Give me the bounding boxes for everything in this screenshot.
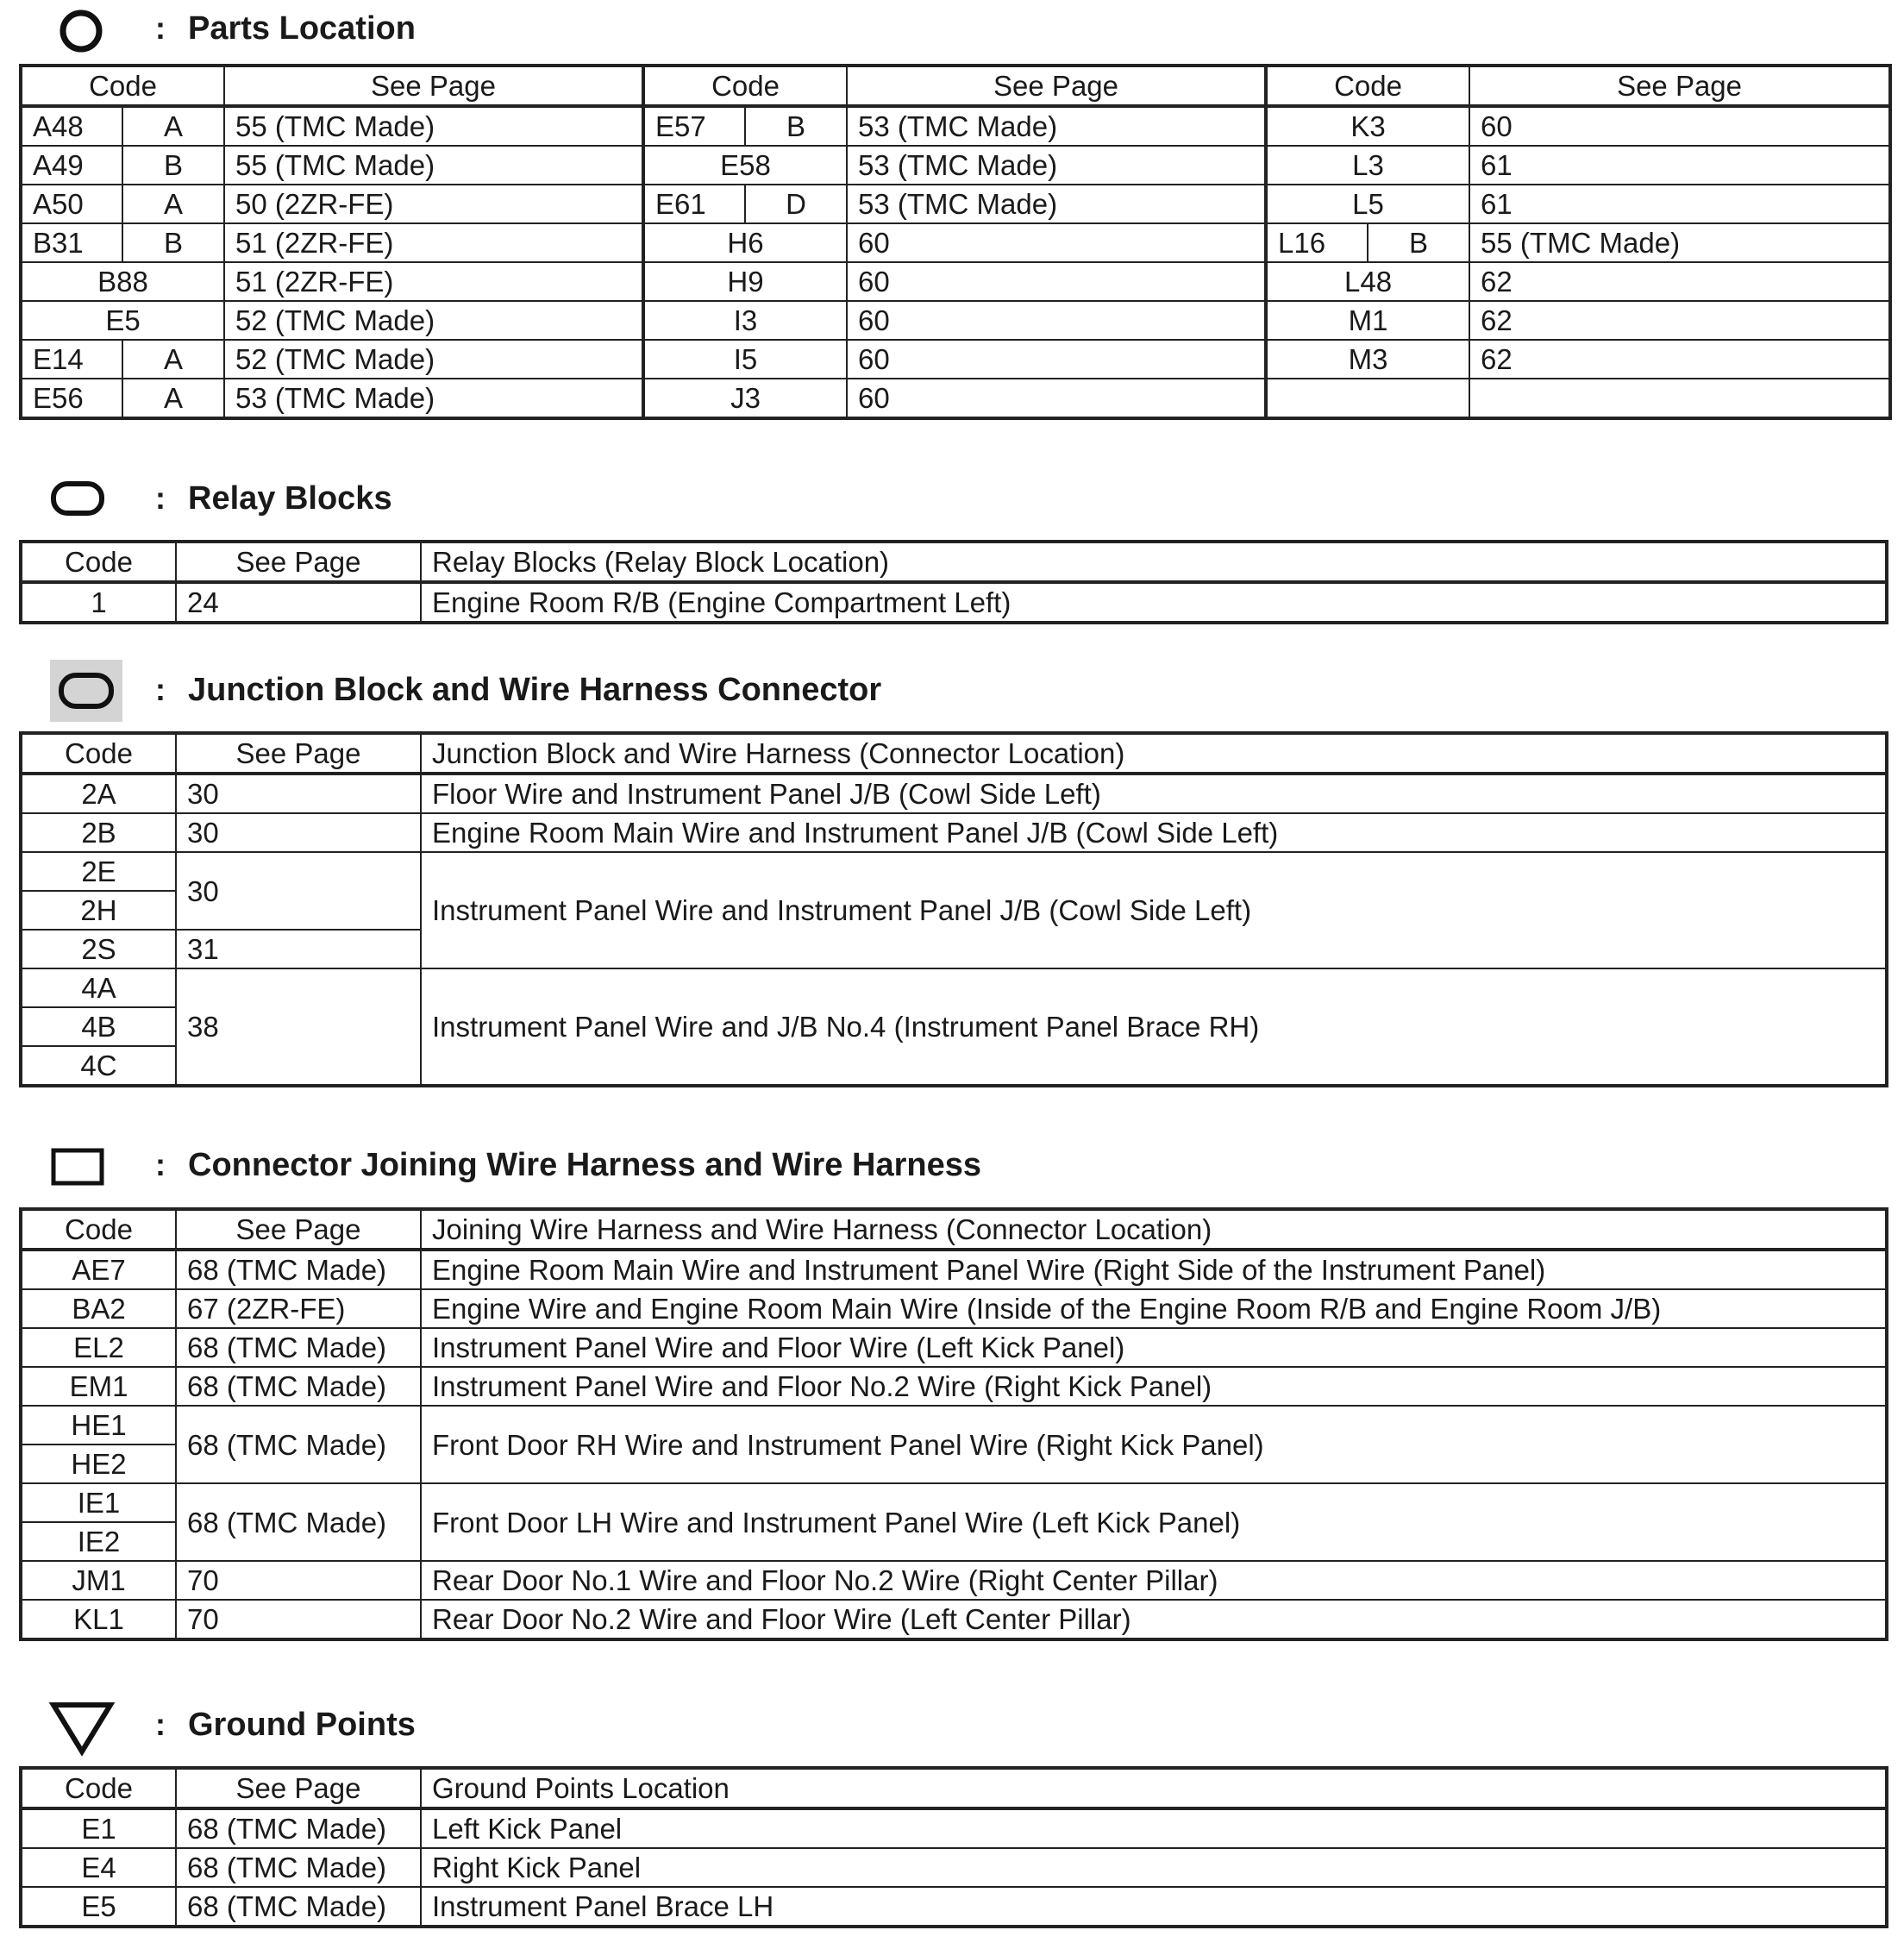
table-row [21, 379, 1890, 418]
part-see-page: 60 [847, 340, 1266, 379]
location-cell: Engine Room R/B (Engine Compartment Left) [421, 582, 1887, 623]
see-page-cell: 31 [176, 930, 421, 968]
location-header: Junction Block and Wire Harness (Connector Location) [421, 733, 1887, 774]
part-see-page: 60 [847, 379, 1266, 418]
code-header: Code [643, 66, 847, 106]
part-see-page: 50 (2ZR-FE) [224, 185, 643, 223]
table-row [21, 340, 1890, 379]
location-cell: Engine Room Main Wire and Instrument Panel J/B (Cowl Side Left) [421, 813, 1887, 852]
part-variant: B [122, 146, 224, 185]
table-row [21, 968, 1887, 1007]
location-cell: Right Kick Panel [421, 1848, 1887, 1887]
see-page-cell: 30 [176, 852, 421, 930]
location-cell: Instrument Panel Wire and Instrument Panel J/B (Cowl Side Left) [421, 852, 1887, 968]
code-cell: 2H [21, 891, 176, 930]
see-page-cell: 67 (2ZR-FE) [176, 1289, 421, 1328]
part-variant: D [745, 185, 847, 223]
code-header: Code [21, 542, 176, 582]
part-see-page: 62 [1469, 340, 1890, 379]
rounded-rect-icon [50, 479, 107, 520]
location-cell: Left Kick Panel [421, 1808, 1887, 1848]
table-row [21, 774, 1887, 813]
part-code: L5 [1266, 185, 1469, 223]
table-row [21, 1406, 1887, 1445]
part-see-page: 52 (TMC Made) [224, 301, 643, 340]
part-see-page [1469, 379, 1890, 418]
part-code: B31 [21, 223, 122, 262]
code-cell: EL2 [21, 1328, 176, 1367]
part-variant: B [745, 106, 847, 146]
shaded-rounded-rect-icon [50, 660, 122, 722]
code-cell: 2S [21, 930, 176, 968]
location-cell: Rear Door No.1 Wire and Floor No.2 Wire (Right Center Pillar) [421, 1561, 1887, 1600]
colon: : [155, 480, 166, 516]
code-header: Code [1266, 66, 1469, 106]
circle-icon [59, 9, 103, 53]
junction-block-header [0, 660, 1904, 729]
header-row [21, 1768, 1887, 1808]
colon: : [155, 10, 166, 46]
section-title: Ground Points [188, 1707, 416, 1743]
part-code: E5 [21, 301, 224, 340]
see-page-header: See Page [176, 542, 421, 582]
code-cell: 2B [21, 813, 176, 852]
see-page-cell: 30 [176, 813, 421, 852]
part-code: K3 [1266, 106, 1469, 146]
part-code: M1 [1266, 301, 1469, 340]
part-code: I5 [643, 340, 847, 379]
ground-points-table [19, 1766, 1888, 1928]
table-row [21, 301, 1890, 340]
location-cell: Engine Room Main Wire and Instrument Panel Wire (Right Side of the Instrument Panel) [421, 1250, 1887, 1289]
colon: : [155, 672, 166, 707]
part-see-page: 53 (TMC Made) [847, 185, 1266, 223]
see-page-cell: 70 [176, 1600, 421, 1639]
part-code: I3 [643, 301, 847, 340]
code-cell: AE7 [21, 1250, 176, 1289]
see-page-header: See Page [1469, 66, 1890, 106]
parts-location-header [0, 0, 1904, 69]
table-row [21, 1808, 1887, 1848]
relay-blocks-header [0, 470, 1904, 539]
ground-points-header [0, 1695, 1904, 1764]
see-page-cell: 38 [176, 968, 421, 1086]
see-page-cell: 68 (TMC Made) [176, 1328, 421, 1367]
table-row [21, 852, 1887, 891]
part-see-page: 51 (2ZR-FE) [224, 262, 643, 301]
see-page-cell: 68 (TMC Made) [176, 1367, 421, 1406]
location-header: Joining Wire Harness and Wire Harness (Connector Location) [421, 1209, 1887, 1250]
part-see-page: 61 [1469, 146, 1890, 185]
code-cell: HE1 [21, 1406, 176, 1445]
table-row [21, 1483, 1887, 1522]
part-code: J3 [643, 379, 847, 418]
see-page-cell: 70 [176, 1561, 421, 1600]
section-title: Junction Block and Wire Harness Connector [188, 672, 882, 708]
part-see-page: 60 [847, 262, 1266, 301]
see-page-header: See Page [176, 733, 421, 774]
part-code: L48 [1266, 262, 1469, 301]
part-code: L16 [1266, 223, 1368, 262]
part-see-page: 55 (TMC Made) [224, 146, 643, 185]
part-variant: B [122, 223, 224, 262]
table-row [21, 1289, 1887, 1328]
table-row [21, 813, 1887, 852]
triangle-icon [48, 1700, 116, 1757]
location-cell: Engine Wire and Engine Room Main Wire (Inside of the Engine Room R/B and Engine Room J/B) [421, 1289, 1887, 1328]
location-cell: Rear Door No.2 Wire and Floor Wire (Left Center Pillar) [421, 1600, 1887, 1639]
section-title: Relay Blocks [188, 480, 392, 517]
part-variant: A [122, 340, 224, 379]
rectangle-icon [50, 1145, 107, 1188]
part-code: M3 [1266, 340, 1469, 379]
part-code [1266, 379, 1469, 418]
code-cell: 2A [21, 774, 176, 813]
part-variant: A [122, 106, 224, 146]
code-cell: KL1 [21, 1600, 176, 1639]
code-cell: IE2 [21, 1522, 176, 1561]
part-see-page: 53 (TMC Made) [847, 146, 1266, 185]
code-cell: 4A [21, 968, 176, 1007]
part-see-page: 55 (TMC Made) [224, 106, 643, 146]
table-row [21, 185, 1890, 223]
table-row [21, 1600, 1887, 1639]
part-code: A50 [21, 185, 122, 223]
code-cell: E5 [21, 1887, 176, 1927]
code-cell: 4B [21, 1007, 176, 1046]
part-see-page: 55 (TMC Made) [1469, 223, 1890, 262]
code-cell: 4C [21, 1046, 176, 1086]
table-row [21, 1328, 1887, 1367]
part-see-page: 60 [1469, 106, 1890, 146]
part-see-page: 61 [1469, 185, 1890, 223]
see-page-cell: 68 (TMC Made) [176, 1808, 421, 1848]
header-row [21, 542, 1887, 582]
part-variant: B [1368, 223, 1469, 262]
table-row [21, 262, 1890, 301]
see-page-cell: 68 (TMC Made) [176, 1250, 421, 1289]
table-row [21, 1887, 1887, 1927]
location-header: Ground Points Location [421, 1768, 1887, 1808]
location-cell: Instrument Panel Brace LH [421, 1887, 1887, 1927]
part-see-page: 60 [847, 223, 1266, 262]
location-cell: Instrument Panel Wire and Floor No.2 Wire (Right Kick Panel) [421, 1367, 1887, 1406]
code-cell: IE1 [21, 1483, 176, 1522]
parts-location-table [19, 64, 1892, 420]
header-row [21, 733, 1887, 774]
part-see-page: 52 (TMC Made) [224, 340, 643, 379]
see-page-cell: 68 (TMC Made) [176, 1483, 421, 1561]
code-cell: BA2 [21, 1289, 176, 1328]
connector-joining-header [0, 1137, 1904, 1206]
junction-block-table [19, 731, 1888, 1087]
table-row [21, 1561, 1887, 1600]
part-code: H9 [643, 262, 847, 301]
part-variant: A [122, 379, 224, 418]
see-page-cell: 24 [176, 582, 421, 623]
code-cell: HE2 [21, 1445, 176, 1483]
part-see-page: 62 [1469, 301, 1890, 340]
part-code: E14 [21, 340, 122, 379]
location-cell: Instrument Panel Wire and J/B No.4 (Instrument Panel Brace RH) [421, 968, 1887, 1086]
table-row [21, 1848, 1887, 1887]
colon: : [155, 1707, 166, 1742]
see-page-cell: 68 (TMC Made) [176, 1848, 421, 1887]
table-row [21, 223, 1890, 262]
see-page-header: See Page [224, 66, 643, 106]
section-title: Parts Location [188, 10, 416, 47]
connector-joining-table [19, 1207, 1888, 1641]
part-code: E56 [21, 379, 122, 418]
see-page-header: See Page [176, 1768, 421, 1808]
code-cell: EM1 [21, 1367, 176, 1406]
see-page-header: See Page [847, 66, 1266, 106]
location-cell: Floor Wire and Instrument Panel J/B (Cowl Side Left) [421, 774, 1887, 813]
table-row [21, 106, 1890, 146]
code-header: Code [21, 1768, 176, 1808]
see-page-cell: 68 (TMC Made) [176, 1887, 421, 1927]
code-cell: E4 [21, 1848, 176, 1887]
code-header: Code [21, 66, 224, 106]
table-row [21, 582, 1887, 623]
part-code: H6 [643, 223, 847, 262]
see-page-cell: 30 [176, 774, 421, 813]
header-row [21, 1209, 1887, 1250]
see-page-header: See Page [176, 1209, 421, 1250]
part-code: A49 [21, 146, 122, 185]
table-row [21, 1250, 1887, 1289]
header-row [21, 66, 1890, 106]
part-code: E61 [643, 185, 745, 223]
part-see-page: 51 (2ZR-FE) [224, 223, 643, 262]
part-see-page: 62 [1469, 262, 1890, 301]
code-cell: JM1 [21, 1561, 176, 1600]
location-cell: Front Door LH Wire and Instrument Panel Wire (Left Kick Panel) [421, 1483, 1887, 1561]
part-see-page: 60 [847, 301, 1266, 340]
location-cell: Instrument Panel Wire and Floor Wire (Left Kick Panel) [421, 1328, 1887, 1367]
code-header: Code [21, 1209, 176, 1250]
code-header: Code [21, 733, 176, 774]
colon: : [155, 1147, 166, 1182]
location-header: Relay Blocks (Relay Block Location) [421, 542, 1887, 582]
part-see-page: 53 (TMC Made) [224, 379, 643, 418]
relay-blocks-table [19, 540, 1888, 624]
section-title: Connector Joining Wire Harness and Wire Harness [188, 1147, 981, 1183]
part-variant: A [122, 185, 224, 223]
code-cell: 2E [21, 852, 176, 891]
part-code: E57 [643, 106, 745, 146]
part-see-page: 53 (TMC Made) [847, 106, 1266, 146]
part-code: L3 [1266, 146, 1469, 185]
see-page-cell: 68 (TMC Made) [176, 1406, 421, 1483]
code-cell: 1 [21, 582, 176, 623]
part-code: A48 [21, 106, 122, 146]
code-cell: E1 [21, 1808, 176, 1848]
table-row [21, 1367, 1887, 1406]
table-row [21, 146, 1890, 185]
part-code: E58 [643, 146, 847, 185]
location-cell: Front Door RH Wire and Instrument Panel Wire (Right Kick Panel) [421, 1406, 1887, 1483]
part-code: B88 [21, 262, 224, 301]
